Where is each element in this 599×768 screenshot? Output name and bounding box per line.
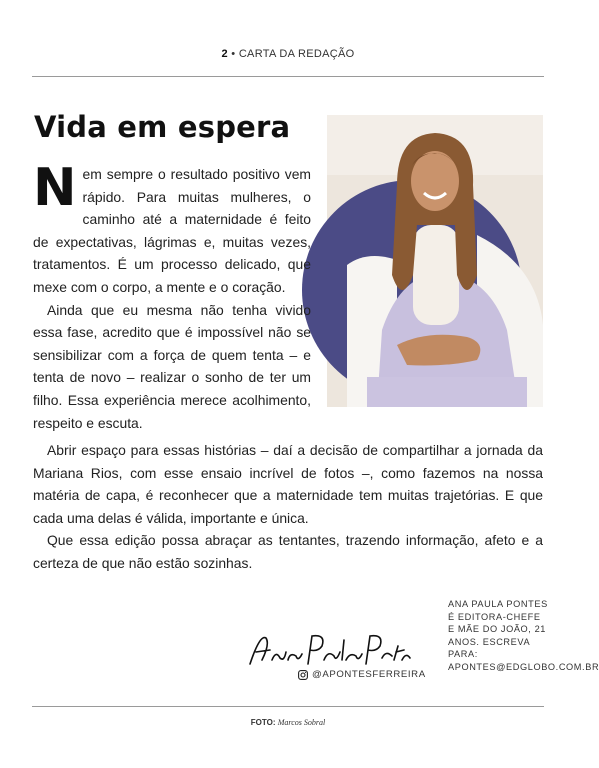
editor-bio: ANA PAULA PONTES É EDITORA-CHEFE E MÃE DO JOÃO, 21 ANOS. ESCREVA PARA: APONTES@EDGLOBO.COM.BR bbox=[448, 599, 599, 672]
credit-name: Marcos Sobral bbox=[277, 718, 326, 727]
body-column-narrow bbox=[33, 158, 311, 434]
paragraph: Ainda que eu mesma não tenha vivido essa fase, acredito que é impossível não se sensibilizar com a força de quem tenta – e tenta de novo – realizar o sonho de ter um filho. Essa experiência merece acolhimento, respeito e escuta. bbox=[33, 301, 311, 431]
page-number: 2 bbox=[221, 48, 228, 60]
page-title: Vida em espera bbox=[34, 110, 291, 144]
editor-photo bbox=[327, 115, 543, 407]
instagram-handle[interactable] bbox=[298, 669, 426, 680]
top-divider bbox=[32, 76, 544, 77]
paragraph: Que essa edição possa abraçar as tentantes, trazendo informação, afeto e a certeza de que não estão sozinhas. bbox=[33, 532, 543, 571]
bottom-divider bbox=[32, 706, 544, 707]
paragraph: Abrir espaço para essas histórias – daí a decisão de compartilhar a jornada da Mariana Rios, com esse ensaio incrível de fotos –, como fazemos na nossa matéria de capa, é reconhecer que a maternidade tem muitas trajetórias. E que cada uma delas é válida, importante e única. bbox=[33, 442, 543, 526]
credit-label: FOTO: bbox=[250, 718, 276, 727]
section-header bbox=[0, 48, 576, 60]
paragraph bbox=[33, 158, 311, 299]
photo-credit bbox=[0, 718, 576, 727]
paragraph-text: em sempre o resultado positivo vem rápido. Para muitas mulheres, o caminho até a maternidade é feito de expectativas, lágrimas e, muitas vezes, tratamentos. É um processo delicado, que mexe com o corpo, a mente e o coração. bbox=[33, 166, 311, 295]
header-separator: • bbox=[231, 48, 236, 60]
handle-text: @APONTESFERREIRA bbox=[312, 669, 426, 680]
drop-cap: N bbox=[33, 158, 77, 218]
signature bbox=[246, 630, 412, 674]
instagram-icon bbox=[298, 670, 308, 680]
body-column-wide bbox=[33, 439, 543, 575]
section-name: CARTA DA REDAÇÃO bbox=[238, 48, 355, 60]
